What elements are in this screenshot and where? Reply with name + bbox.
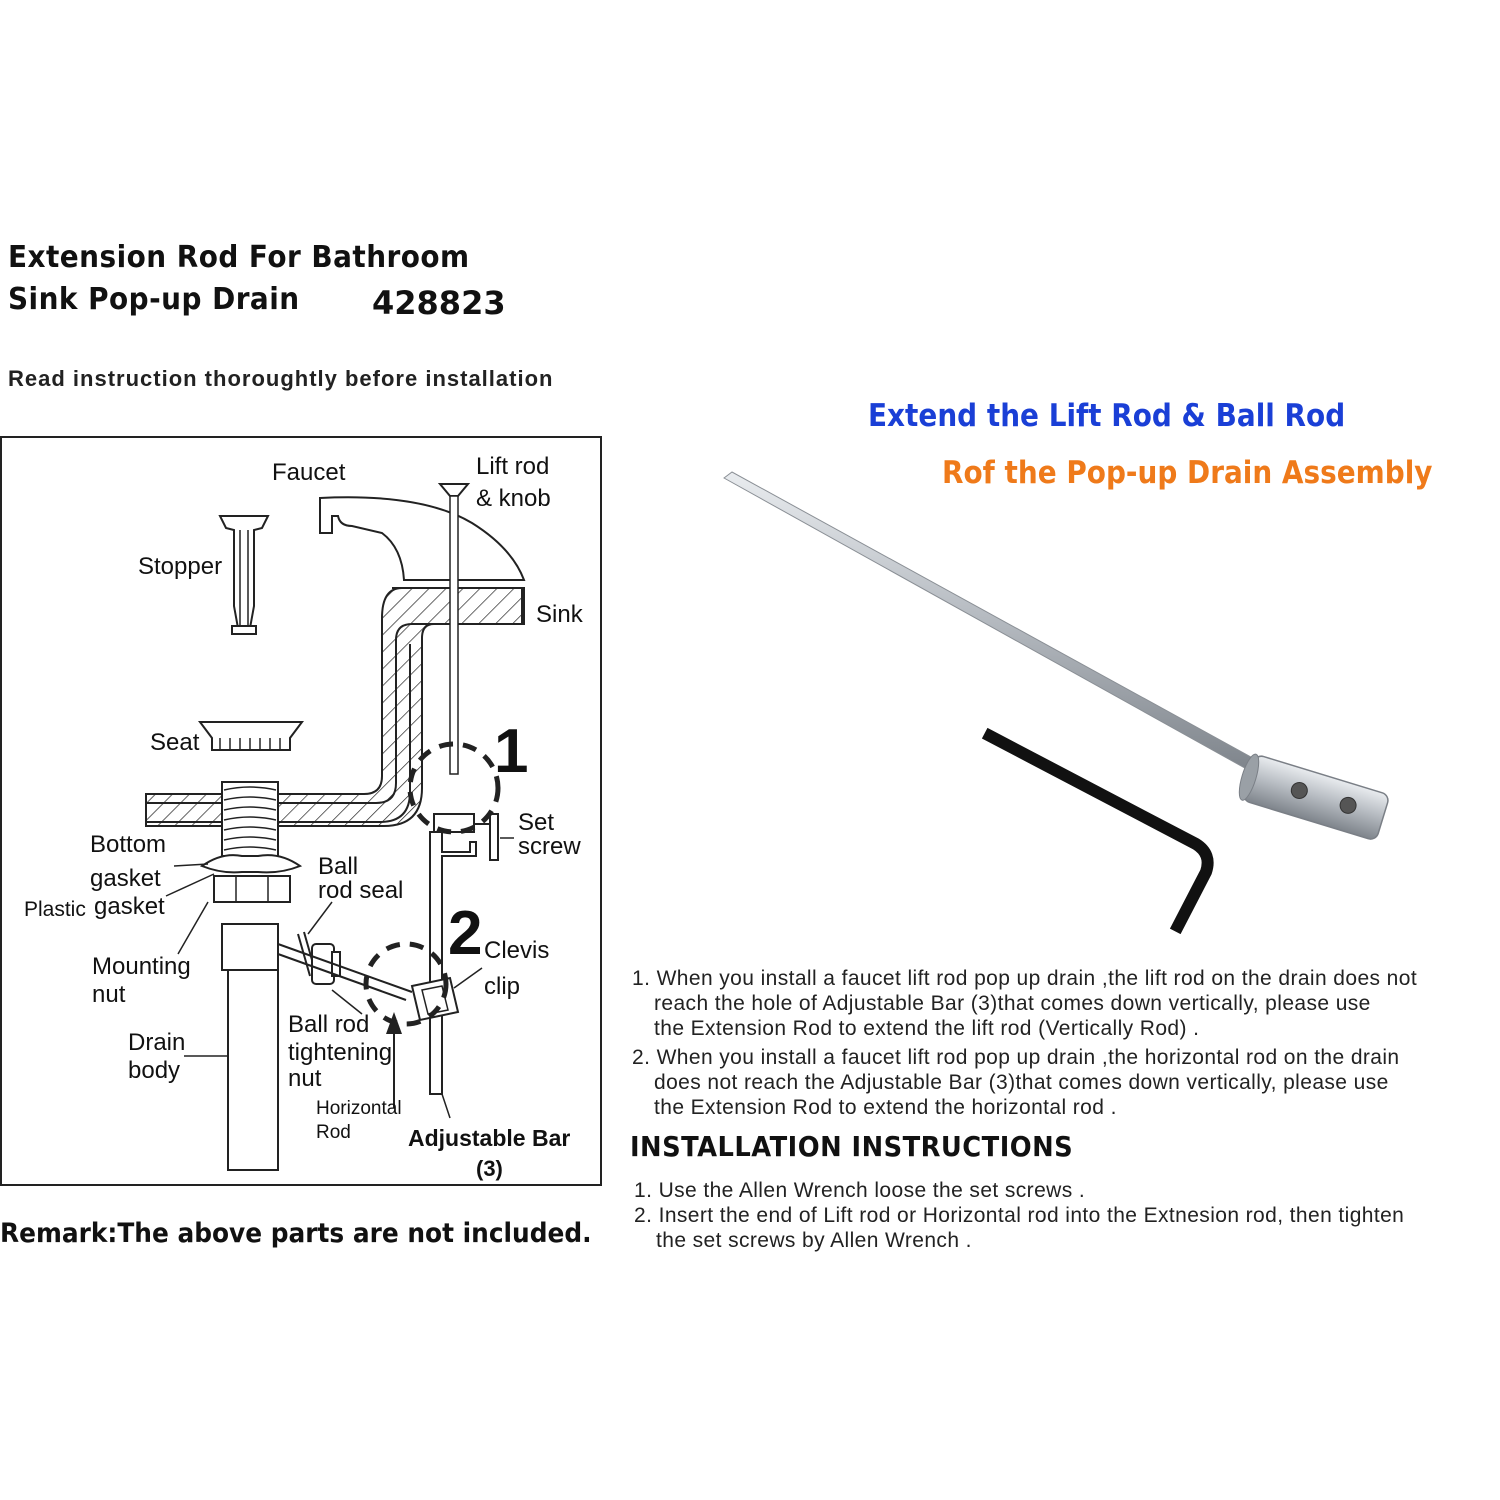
lift-rod-shape [450,496,458,774]
label-lift-rod-1: Lift rod [476,453,550,480]
label-sink: Sink [536,601,583,628]
seat-shape [200,722,302,750]
install-notice: Read instruction thoroughtly before installation [8,366,554,391]
drain-assembly-diagram [0,436,602,1186]
usage-note-2: 2. When you install a faucet lift rod pop up drain ,the horizontal rod on the drain does not reach the Adjustable Bar (3)that comes down vertically, please use the Extension Rod to extend the horizontal rod . [632,1046,1400,1119]
label-stopper: Stopper [138,553,223,580]
installation-steps [634,1178,1404,1253]
title-line-2: Sink Pop-up Drain [8,282,300,317]
installation-step-1: 1. Use the Allen Wrench loose the set screws . [634,1179,1086,1202]
label-ball-rod-seal-2: rod seal [318,877,404,904]
usage-note-1: 1. When you install a faucet lift rod pop up drain ,the lift rod on the drain does not reach the hole of Adjustable Bar (3)that comes down vertically, please use the Extension Rod to extend the lift rod (Vertically Rod) . [632,967,1418,1040]
usage-notes [632,966,1417,1120]
label-mounting-nut-1: Mounting [92,953,191,980]
label-adjustable-bar-2: (3) [476,1156,503,1181]
label-adjustable-bar-1: Adjustable Bar [408,1125,571,1151]
installation-step-2: 2. Insert the end of Lift rod or Horizontal rod into the Extnesion rod, then tighten the set screws by Allen Wrench . [634,1204,1405,1252]
product-title-orange: Rof the Pop-up Drain Assembly [942,455,1433,491]
label-ball-rod-nut-1: Ball rod [288,1011,370,1038]
label-bottom-gasket-1: Bottom [90,831,167,858]
model-number: 428823 [372,284,506,322]
remark-note: Remark:The above parts are not included. [0,1218,592,1249]
label-seat: Seat [150,729,200,756]
label-mounting-nut-2: nut [92,981,126,1008]
label-clevis-2: clip [484,973,521,1000]
label-drain-body-1: Drain [128,1029,186,1056]
label-plastic: Plastic [24,898,86,921]
extension-rod-shaft [724,472,1260,772]
label-lift-rod-2: & knob [476,485,551,512]
label-ball-rod-seal-1: Ball [318,853,359,880]
drain-assembly-drawing [2,438,600,1184]
label-set-screw-2: screw [518,833,581,860]
label-bottom-gasket-2: gasket [90,865,161,892]
callout-number-2: 2 [448,899,483,968]
bottom-gasket-shape [202,855,300,872]
label-clevis-1: Clevis [484,937,550,964]
label-drain-body-2: body [128,1057,181,1084]
sink-body [146,588,524,826]
label-faucet: Faucet [272,459,346,486]
extension-rod-coupler [1235,752,1390,841]
allen-wrench-icon [990,736,1208,926]
product-photo [700,460,1420,940]
label-ball-rod-nut-3: nut [288,1065,322,1092]
installation-heading: INSTALLATION INSTRUCTIONS [630,1130,1074,1163]
label-horizontal-rod-1: Horizontal [316,1098,402,1119]
drain-body-shape [228,970,278,1170]
product-title-blue: Extend the Lift Rod & Ball Rod [868,398,1346,434]
label-ball-rod-nut-2: tightening [288,1039,393,1066]
label-set-screw-1: Set [518,809,555,836]
title-line-1: Extension Rod For Bathroom [8,240,470,275]
label-horizontal-rod-2: Rod [316,1122,351,1143]
label-plastic-gasket: gasket [94,893,165,920]
lift-knob-shape [440,484,468,496]
stopper-shape [220,516,268,628]
callout-number-1: 1 [494,717,529,786]
mounting-nut-shape [214,876,290,902]
